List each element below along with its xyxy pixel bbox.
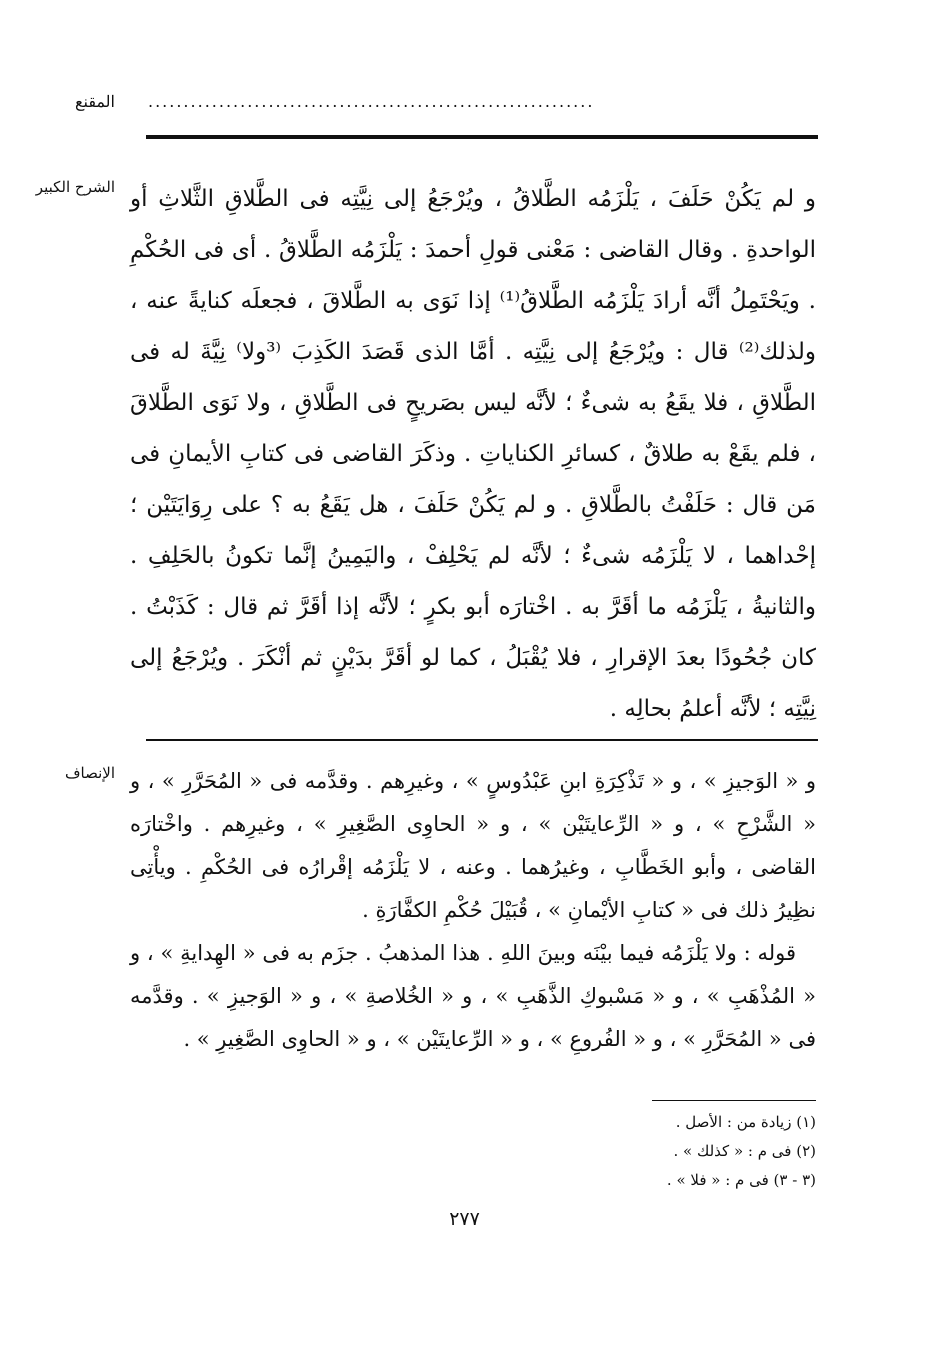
- footnote-2: (٢) فى م : « كذلك » .: [673, 1142, 816, 1160]
- sharh-paragraph: و لم يَكُنْ حَلَفَ ، يَلْزَمُه الطَّلاقُ ، ويُرْجَعُ إلى نِيَّتِه فى الطَّلاقِ الثَّلاثِ أو الواحدةِ . وقال القاضى : مَعْنى قولِ أحمدَ : يَلْزَمُه الطَّلاقُ . أى فى الحُكْمِ . ويَحْتَمِلُ أنَّه أرادَ يَلْزَمُه الطَّلاقُ⁽¹⁾ إذا نَوَى به الطَّلاقَ ، فجعلَه كنايةً عنه ، ولذلك⁽²⁾ قال : ويُرْجَعُ إلى نِيَّتِه . أمَّا الذى قَصَدَ الكَذِبَ ⁽³ولا⁾ نِيَّةَ له فى الطَّلاقِ ، فلا يقَعُ به شىءٌ ؛ لأنَّه ليس بصَريحٍ فى الطَّلاقِ ، ولا نَوَى الطَّلاقَ ، فلم يقَعْ به طلاقٌ ، كسائرِ الكناياتِ . وذكَرَ القاضى فى كتابِ الأيمانِ فى مَن قال : حَلَفْتُ بالطَّلاقِ . و لم يَكُنْ حَلَفَ ، هل يَقَعُ به ؟ على رِوَايَتَيْن ؛ إحْداهما ، لا يَلْزَمُه شىءٌ ؛ لأنَّه لم يَحْلِفْ ، واليَمِينُ إنَّما تكونُ بالحَلِفِ . والثانيةُ ، يَلْزَمُه ما أقَرَّ به . اخْتارَه أبو بكرٍ ؛ لأنَّه إذا أقَرَّ ثم قال : كَذَبْتُ . كان جُحُودًا بعدَ الإقرارِ ، فلا يُقْبَلُ ، كما لو أقَرَّ بدَيْنٍ ثم أنْكَرَ . ويُرْجَعُ إلى نِيَّتِه ؛ لأنَّه أعلمُ بحالِه .: [130, 186, 816, 722]
- section-label-insaf: الإنصاف: [64, 764, 115, 782]
- section-label-sharh: الشرح الكبير: [35, 178, 115, 196]
- running-header-title: المقنع: [74, 92, 115, 111]
- insaf-paragraph: قوله : ولا يَلْزَمُه فيما بيْنَه وبينَ اللهِ . هذا المذهبُ . جزَم به فى « الهِدايةِ » ، و « المُذْهَبِ » ، و « مَسْبوكِ الذَّهَبِ » ، و « الخُلاصةِ » ، و « الوَجيزِ » . وقدَّمه فى « المُحَرَّرِ » ، و « الفُروعِ » ، و « الرِّعايتَيْن » ، و « الحاوِى الصَّغِيرِ » .: [130, 941, 816, 1051]
- footnote-3: (٣ - ٣) فى م : « فلا » .: [666, 1171, 816, 1189]
- section-divider: [146, 739, 818, 741]
- running-header-dots: ...............................................................: [148, 92, 595, 111]
- header-rule: [146, 135, 818, 139]
- footnote-rule: [652, 1100, 816, 1101]
- page-number: ٢٧٧: [449, 1208, 480, 1230]
- footnotes: [396, 1108, 816, 1195]
- insaf-paragraph: و « الوَجيزِ » ، و « تَذْكِرَةِ ابنِ عَبْدُوسٍ » ، وغيرِهم . وقدَّمه فى « المُحَرَّرِ » ، و « الشَّرْحِ » ، و « الرِّعايتَيْن » ، و « الحاوِى الصَّغِيرِ » ، وغيرِهم . واخْتارَه القاضى ، وأبو الخَطَّابِ ، وغيرُهما . وعنه ، لا يَلْزَمُه إقْرارُه فى الحُكْمِ . ويأْتِى نظِيرُ ذلك فى « كتابِ الأيْمانِ » ، قُبَيْلَ حُكْمِ الكفَّارَةِ .: [130, 769, 816, 922]
- sharh-section: [130, 174, 816, 735]
- insaf-section: [130, 760, 816, 1061]
- footnote-1: (١) زيادة من : الأصل .: [675, 1113, 816, 1131]
